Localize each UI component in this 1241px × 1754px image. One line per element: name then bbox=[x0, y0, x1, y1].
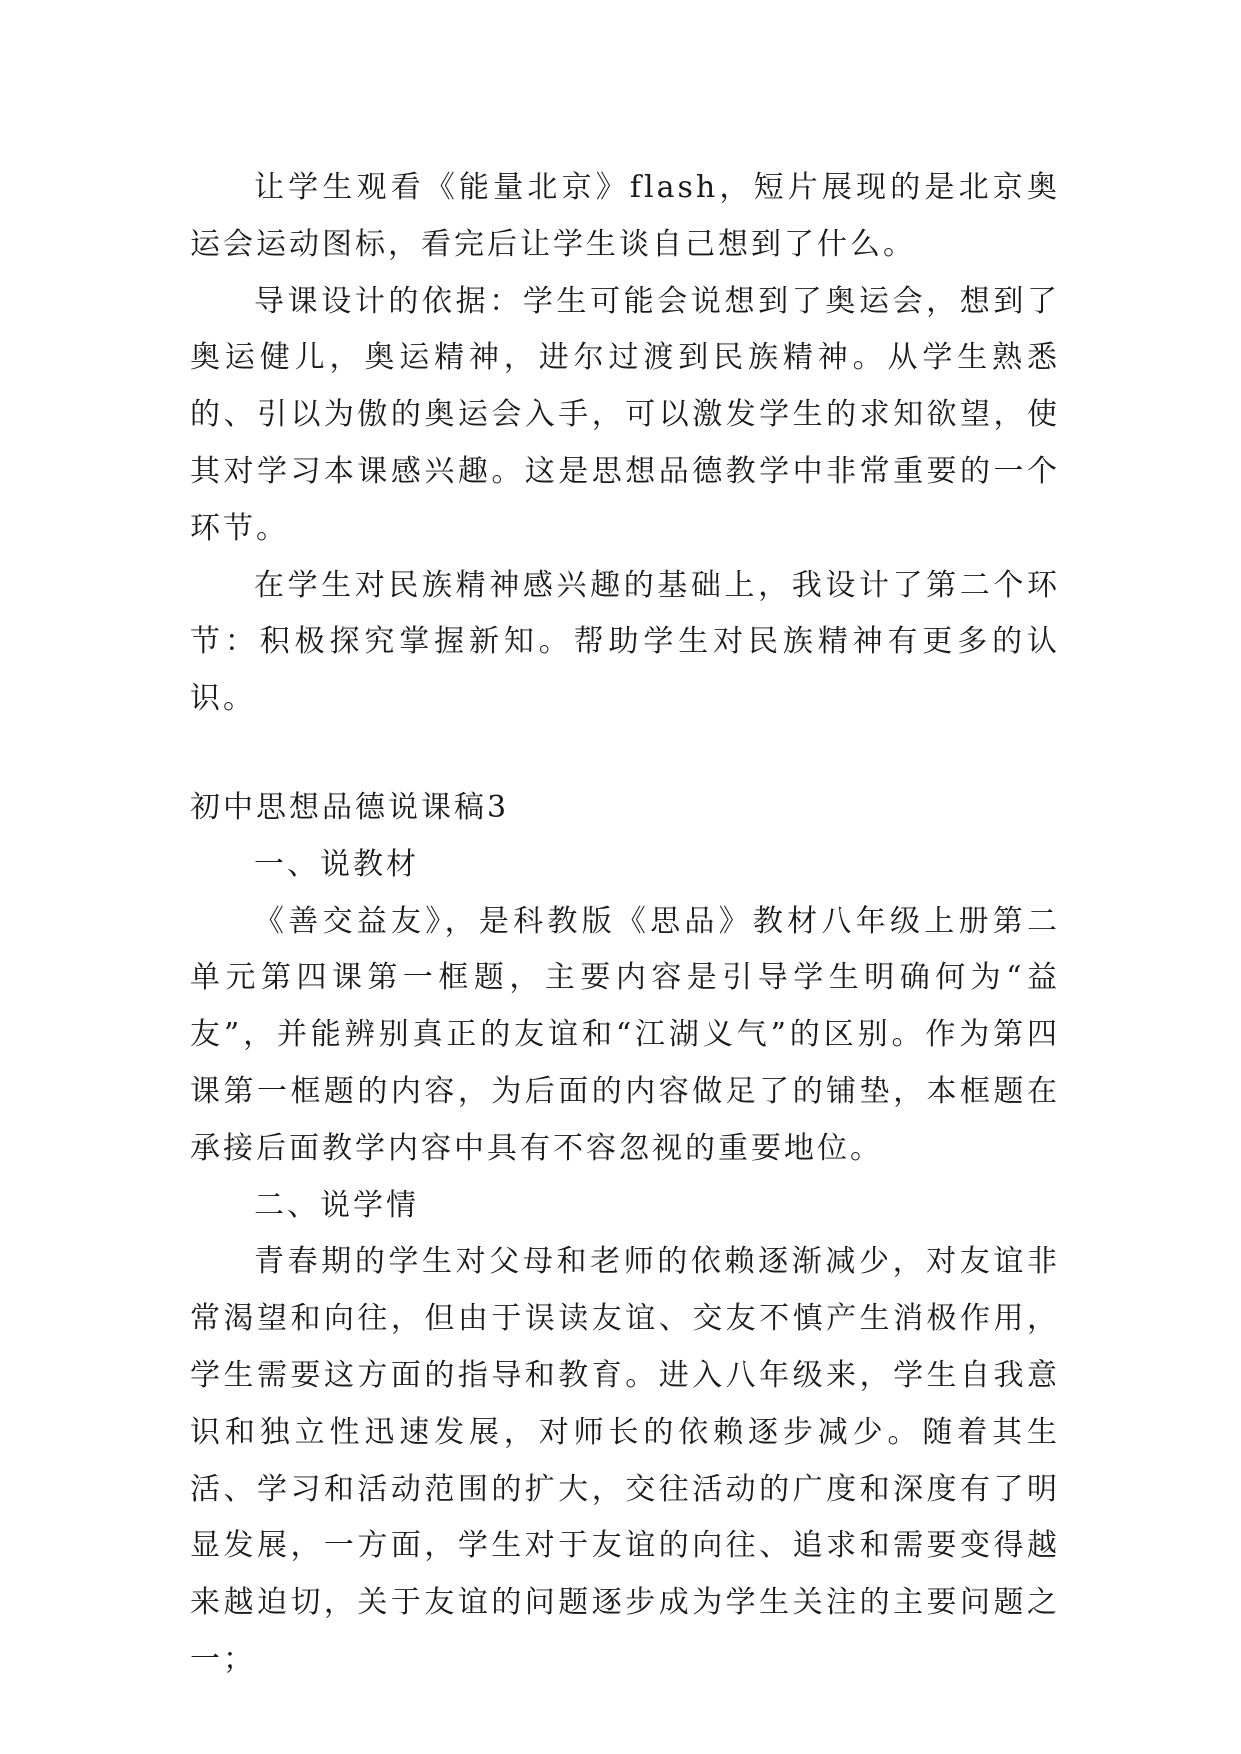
heading-textbook: 一、说教材 bbox=[254, 846, 419, 882]
paragraph-textbook: 《善交益友》，是科教版《思品》教材八年级上册第二单元第四课第一框题，主要内容是引导学生明确何为“益友”，并能辨别真正的友谊和“江湖义气”的区别。作为第四课第一框题的内容，为后面的内容做足了的铺垫，本框题在承接后面教学内容中具有不容忽视的重要地位。 bbox=[190, 903, 1060, 1166]
paragraph-design-basis: 导课设计的依据：学生可能会说想到了奥运会，想到了奥运健儿，奥运精神，进尔过渡到民族精神。从学生熟悉的、引以为傲的奥运会入手，可以激发学生的求知欲望，使其对学习本课感兴趣。这是思想品德教学中非常重要的一个环节。 bbox=[190, 283, 1060, 546]
paragraph-second-step: 在学生对民族精神感兴趣的基础上，我设计了第二个环节：积极探究掌握新知。帮助学生对民族精神有更多的认识。 bbox=[190, 567, 1060, 717]
heading-student-situation: 二、说学情 bbox=[254, 1187, 419, 1223]
section-title: 初中思想品德说课稿3 bbox=[190, 789, 510, 825]
document-page bbox=[190, 160, 1060, 1689]
paragraph-video-intro: 让学生观看《能量北京》flash，短片展现的是北京奥运会运动图标，看完后让学生谈自己想到了什么。 bbox=[190, 170, 1060, 262]
paragraph-student-situation: 青春期的学生对父母和老师的依赖逐渐减少，对友谊非常渴望和向往，但由于误读友谊、交友不慎产生消极作用，学生需要这方面的指导和教育。进入八年级来，学生自我意识和独立性迅速发展，对师长的依赖逐步减少。随着其生活、学习和活动范围的扩大，交往活动的广度和深度有了明显发展，一方面，学生对于友谊的向往、追求和需要变得越来越迫切，关于友谊的问题逐步成为学生关注的主要问题之一； bbox=[190, 1244, 1060, 1677]
